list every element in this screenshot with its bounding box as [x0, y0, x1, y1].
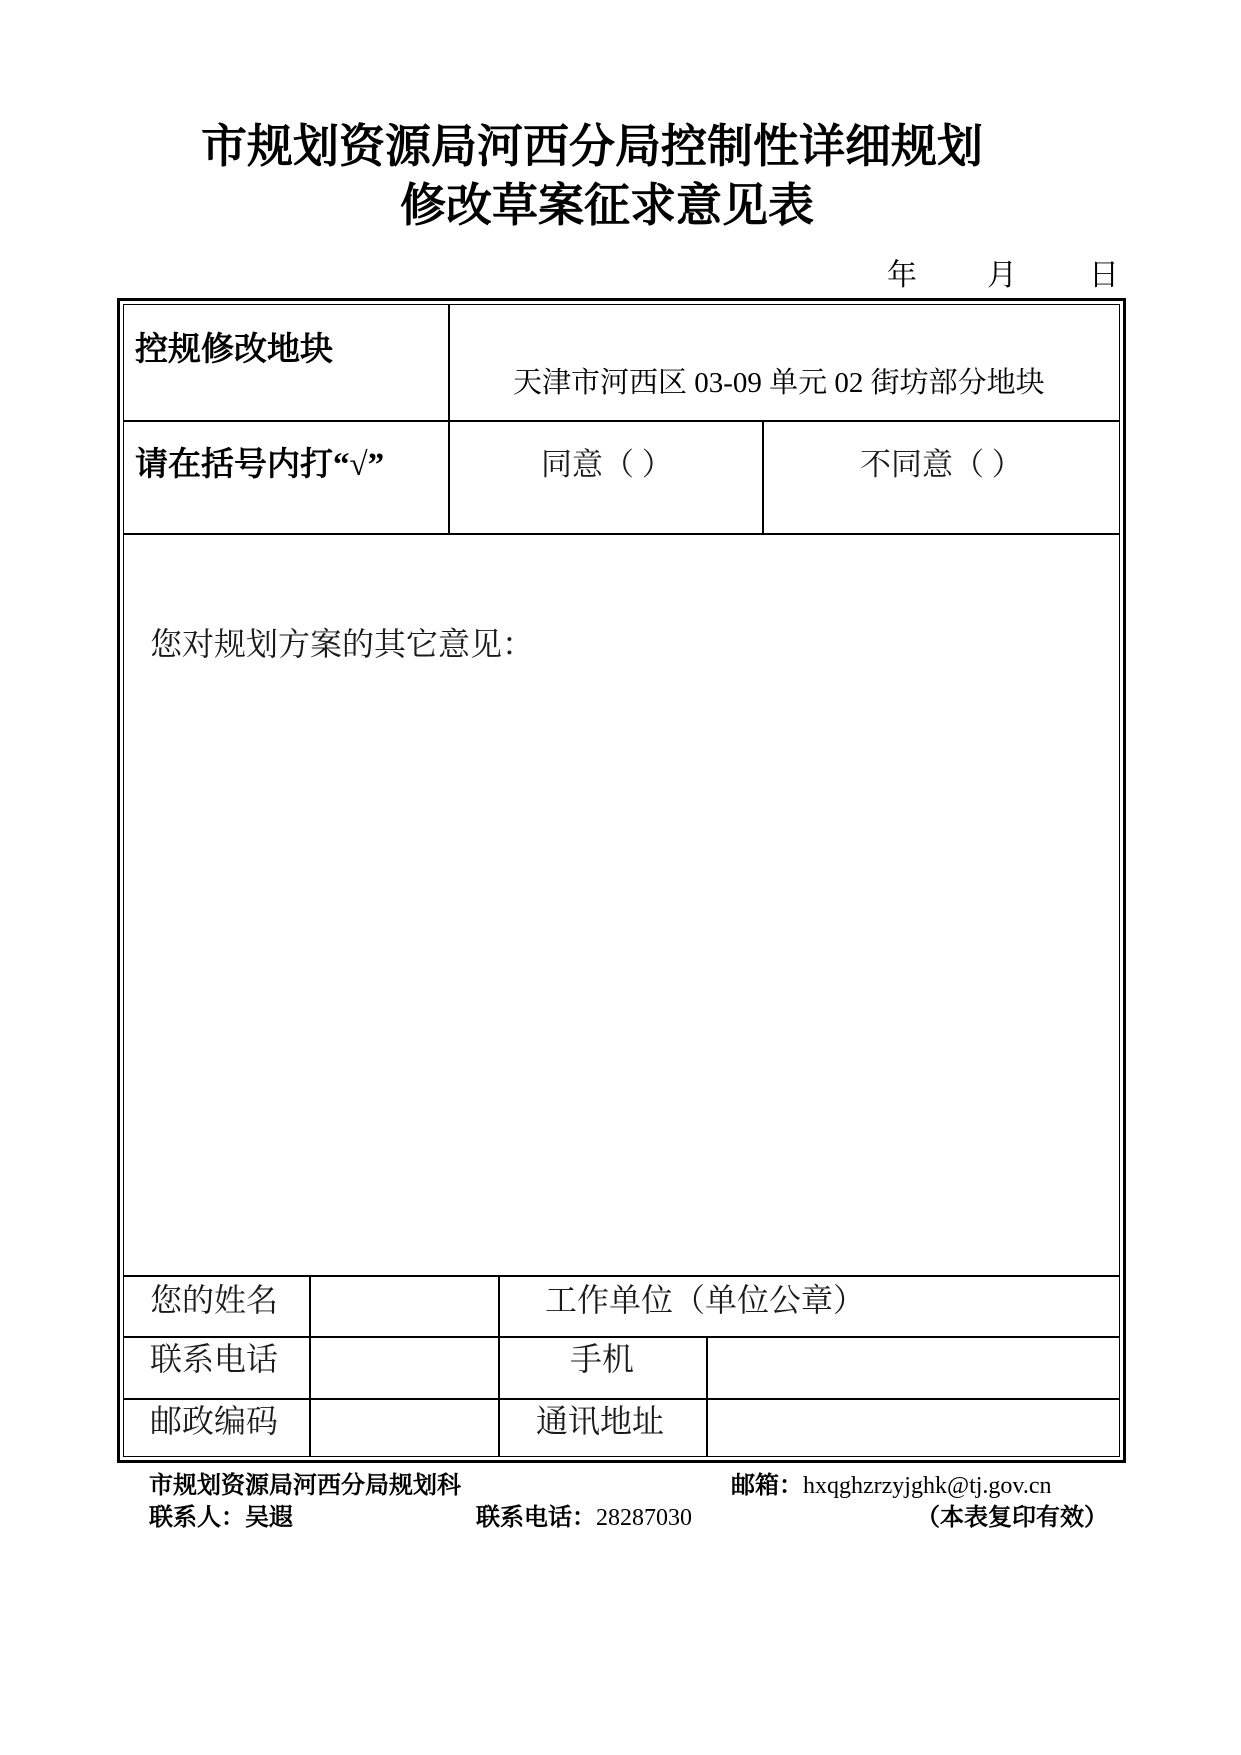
form-title-line-1: 市规划资源局河西分局控制性详细规划 [201, 121, 983, 172]
form-title-line-2: 修改草案征求意见表 [400, 180, 814, 231]
footer-contact-phone-number: 28287030 [596, 1505, 692, 1531]
table-rule-col-contact-mid [498, 1275, 500, 1457]
postcode-field[interactable] [311, 1400, 498, 1456]
address-field[interactable] [708, 1400, 1119, 1456]
table-rule-row-4 [123, 1336, 1120, 1338]
footer-contact-phone [476, 1504, 692, 1532]
footer-email [731, 1472, 1052, 1500]
work-unit-label: 工作单位（单位公章） [545, 1282, 866, 1318]
mobile-label: 手机 [570, 1341, 635, 1377]
footer-department: 市规划资源局河西分局规划科 [149, 1473, 461, 1499]
table-rule-col-contact-right [706, 1336, 708, 1457]
phone-field[interactable] [311, 1338, 498, 1398]
table-rule-col-choice [762, 420, 764, 534]
date-day-label: 日 [1089, 259, 1119, 292]
footer-contact-phone-label: 联系电话： [476, 1505, 596, 1531]
footer-contact-person: 联系人：吴遐 [149, 1505, 293, 1531]
footer-email-address: hxqghzrzyjghk@tj.gov.cn [803, 1473, 1052, 1499]
check-instruction: 请在括号内打“√” [135, 447, 385, 483]
mobile-field[interactable] [708, 1338, 1119, 1398]
plot-label: 控规修改地块 [135, 332, 333, 368]
postcode-label: 邮政编码 [150, 1403, 279, 1439]
opinion-prompt: 您对规划方案的其它意见： [150, 626, 535, 662]
plot-value: 天津市河西区 03-09 单元 02 街坊部分地块 [513, 367, 1045, 399]
name-field[interactable] [311, 1277, 498, 1336]
date-year-label: 年 [887, 259, 917, 292]
table-rule-row-3 [123, 1275, 1120, 1277]
date-month-label: 月 [987, 259, 1017, 292]
footer-note: （本表复印有效） [916, 1505, 1108, 1531]
address-label: 通讯地址 [536, 1403, 665, 1439]
agree-option-label: 同意（ ） [541, 447, 673, 482]
table-rule-row-5 [123, 1398, 1120, 1400]
table-rule-col-label [448, 304, 450, 534]
table-rule-row-1 [123, 420, 1120, 422]
plot-value-cell [450, 305, 1119, 420]
disagree-option-label: 不同意（ ） [860, 447, 1023, 482]
table-rule-col-contact-label [309, 1275, 311, 1457]
table-rule-row-2 [123, 533, 1120, 535]
phone-label: 联系电话 [150, 1341, 279, 1377]
name-label: 您的姓名 [150, 1282, 279, 1318]
footer-email-label: 邮箱： [731, 1473, 803, 1499]
